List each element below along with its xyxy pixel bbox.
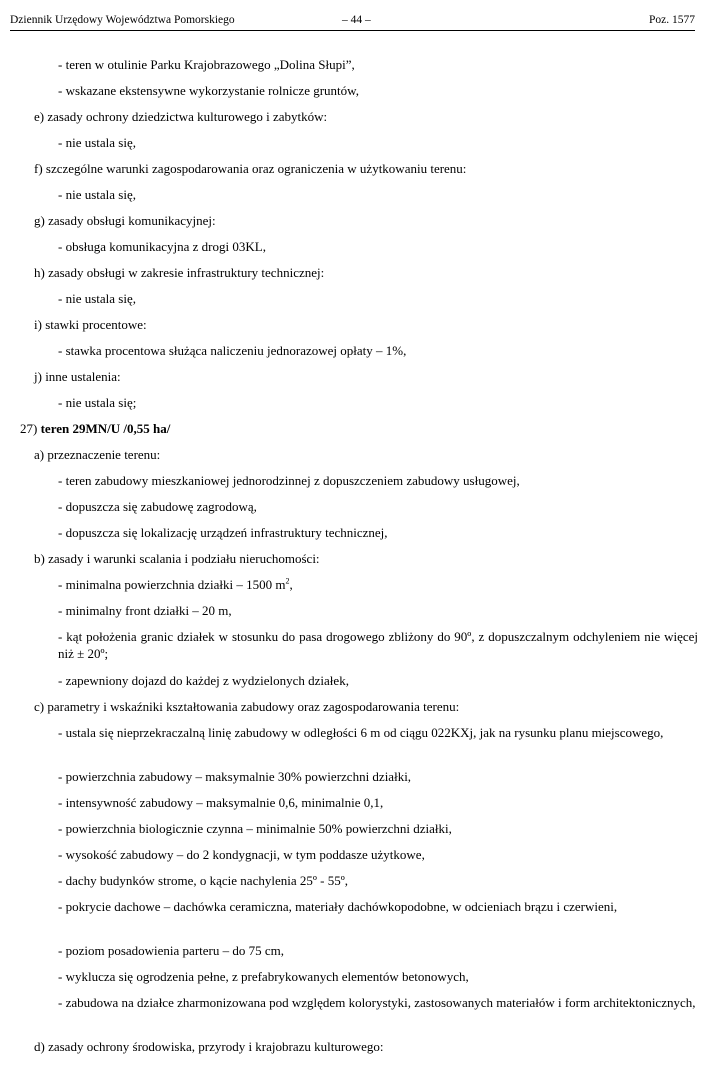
line-text: - wskazane ekstensywne wykorzystanie rolnicze gruntów, [58, 83, 359, 98]
line-text: - obsługa komunikacyjna z drogi 03KL, [58, 239, 266, 254]
line-text: - intensywność zabudowy – maksymalnie 0,6, minimalnie 0,1, [58, 795, 384, 810]
line-text: - ustala się nieprzekraczalną linię zabudowy w odległości 6 m od ciągu 022KXj, jak na rysunku planu miejscowego, [58, 725, 664, 740]
document-line [0, 368, 707, 394]
superscript: 2 [285, 576, 290, 586]
document-line [0, 968, 707, 994]
line-text: - teren w otulinie Parku Krajobrazowego „Dolina Słupi”, [58, 57, 355, 72]
line-text: - nie ustala się, [58, 187, 136, 202]
line-text: j) inne ustalenia: [34, 369, 121, 384]
document-line [0, 794, 707, 820]
line-text: - minimalna powierzchnia działki – 1500 $m^2$, [58, 576, 293, 592]
line-text: a) przeznaczenie terenu: [34, 447, 161, 462]
line-text: - powierzchnia biologicznie czynna – minimalnie 50% powierzchni działki, [58, 821, 452, 836]
document-line [0, 1038, 707, 1064]
line-text: - nie ustala się; [58, 395, 137, 410]
section-heading: teren 29MN/U /0,55 ha/ [40, 421, 171, 436]
line-text: - nie ustala się, [58, 291, 136, 306]
line-text: - teren zabudowy mieszkaniowej jednorodzinnej z dopuszczeniem zabudowy usługowej, [58, 473, 520, 488]
document-line [0, 134, 707, 160]
line-text: - zapewniony dojazd do każdej z wydzielonych działek, [58, 673, 349, 688]
document-line [0, 602, 707, 628]
line-text: i) stawki procentowe: [34, 317, 147, 332]
line-text: - pokrycie dachowe – dachówka ceramiczna, materiały dachówkopodobne, w odcieniach brązu i czerwieni, [58, 899, 618, 914]
document-line [0, 872, 707, 898]
line-text: h) zasady obsługi w zakresie infrastruktury technicznej: [34, 265, 325, 280]
document-line [0, 342, 707, 368]
document-line [0, 472, 707, 498]
document-line [0, 846, 707, 872]
document-line [0, 576, 707, 602]
line-text: - minimalny front działki – 20 m, [58, 603, 232, 618]
line-text: - dachy budynków strome, o kącie nachylenia 25º - 55º, [58, 873, 349, 888]
line-text: - poziom posadowienia parteru – do 75 cm, [58, 943, 284, 958]
document-line [0, 212, 707, 238]
line-text: - stawka procentowa służąca naliczeniu jednorazowej opłaty – 1%, [58, 343, 407, 358]
line-text: - nie ustala się, [58, 135, 136, 150]
document-line [0, 420, 707, 446]
line-text: - wyklucza się ogrodzenia pełne, z prefabrykowanych elementów betonowych, [58, 969, 469, 984]
document-line [0, 724, 707, 768]
document-line [0, 942, 707, 968]
document-line [0, 316, 707, 342]
document-line [0, 524, 707, 550]
document-line [0, 56, 707, 82]
document-line [0, 160, 707, 186]
line-text: d) zasady ochrony środowiska, przyrody i krajobrazu kulturowego: [34, 1039, 384, 1054]
document-line [0, 898, 707, 942]
document-line [0, 768, 707, 794]
line-text: 27) teren 29MN/U /0,55 ha/ [20, 421, 171, 436]
position-number: Poz. 1577 [649, 14, 695, 26]
document-line [0, 238, 707, 264]
document-line [0, 394, 707, 420]
page-number: – 44 – [342, 14, 371, 26]
line-text: - dopuszcza się lokalizację urządzeń infrastruktury technicznej, [58, 525, 388, 540]
document-line [0, 820, 707, 846]
line-text: g) zasady obsługi komunikacyjnej: [34, 213, 216, 228]
document-line [0, 108, 707, 134]
document-line [0, 186, 707, 212]
page-header [10, 14, 695, 31]
document-line [0, 628, 707, 672]
document-line [0, 550, 707, 576]
document-line [0, 672, 707, 698]
line-text: c) parametry i wskaźniki kształtowania zabudowy oraz zagospodarowania terenu: [34, 699, 460, 714]
line-text: e) zasady ochrony dziedzictwa kulturowego i zabytków: [34, 109, 328, 124]
line-text: - zabudowa na działce zharmonizowana pod względem kolorystyki, zastosowanych materiałów i form architektonicznych, [58, 995, 696, 1010]
journal-title: Dziennik Urzędowy Województwa Pomorskiego [10, 14, 235, 26]
line-text: f) szczególne warunki zagospodarowania oraz ograniczenia w użytkowaniu terenu: [34, 161, 467, 176]
document-line [0, 994, 707, 1038]
line-text: - dopuszcza się zabudowę zagrodową, [58, 499, 257, 514]
document-line [0, 446, 707, 472]
document-line [0, 264, 707, 290]
document-line [0, 82, 707, 108]
line-text: b) zasady i warunki scalania i podziału nieruchomości: [34, 551, 320, 566]
line-text: - powierzchnia zabudowy – maksymalnie 30% powierzchni działki, [58, 769, 412, 784]
document-line [0, 290, 707, 316]
document-line [0, 498, 707, 524]
line-text: - kąt położenia granic działek w stosunku do pasa drogowego zbliżony do 90º, z dopuszczalnym odchyleniem nie więcej niż ± 20º; [58, 629, 698, 661]
document-line [0, 698, 707, 724]
document-body [0, 56, 707, 1064]
line-text: - wysokość zabudowy – do 2 kondygnacji, w tym poddasze użytkowe, [58, 847, 425, 862]
